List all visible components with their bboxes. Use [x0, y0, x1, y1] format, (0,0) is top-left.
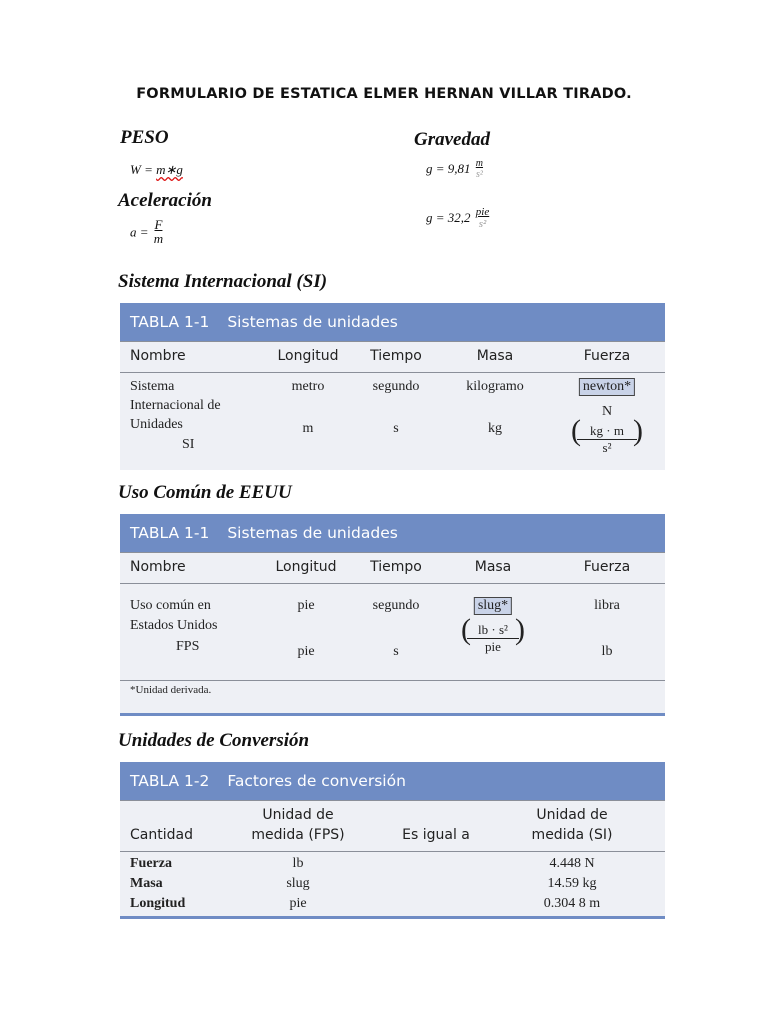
left-paren-icon: ( — [461, 613, 471, 646]
peso-formula-rhs: m∗g — [156, 162, 183, 177]
usa-table — [120, 514, 665, 716]
gravedad-2-num: pie — [475, 206, 490, 218]
si-col-tiempo: Tiempo — [370, 348, 422, 364]
si-name-line-2: Internacional de — [130, 398, 221, 413]
conversion-col-igual: Es igual a — [402, 827, 470, 843]
conversion-table-header — [120, 762, 665, 800]
usa-table-number: TABLA 1-1 — [130, 524, 210, 542]
usa-footnote: *Unidad derivada. — [130, 684, 212, 696]
gravedad-heading: Gravedad — [414, 129, 490, 150]
si-name-line-4: SI — [182, 437, 195, 452]
usa-col-longitud: Longitud — [275, 559, 337, 575]
gravedad-1-fraction — [474, 158, 485, 180]
si-fuerza-den: s² — [602, 440, 612, 455]
conversion-col-fps-2: medida (FPS) — [251, 827, 345, 843]
usa-longitud-symbol: pie — [297, 644, 315, 659]
conversion-row-3-fps: pie — [289, 896, 307, 911]
si-tiempo-symbol: s — [393, 421, 399, 436]
conversion-table — [120, 762, 665, 919]
si-longitud-value: metro — [291, 379, 325, 394]
si-fuerza-symbol: N — [601, 404, 613, 419]
usa-name-line-1: Uso común en — [130, 598, 211, 613]
conversion-row-2-fps: slug — [286, 876, 310, 891]
si-table-header — [120, 303, 665, 341]
usa-col-fuerza: Fuerza — [583, 559, 631, 575]
peso-heading: PESO — [120, 127, 169, 148]
usa-heading: Uso Común de EEUU — [118, 482, 292, 503]
usa-tiempo-symbol: s — [393, 644, 399, 659]
conversion-row-1-fps: lb — [292, 856, 304, 871]
si-tiempo-value: segundo — [372, 379, 420, 394]
gravedad-1-num: m — [475, 158, 484, 169]
si-table-columns — [120, 341, 665, 373]
si-col-nombre: Nombre — [130, 348, 186, 364]
conversion-col-si-1: Unidad de — [536, 807, 608, 823]
si-masa-value: kilogramo — [466, 379, 524, 394]
left-paren-icon: ( — [571, 414, 581, 447]
document-title: FORMULARIO DE ESTATICA ELMER HERNAN VILLAR TIRADO. — [136, 86, 632, 102]
usa-table-columns — [120, 552, 665, 584]
gravedad-formula-2 — [426, 206, 491, 230]
usa-col-masa: Masa — [474, 559, 512, 575]
usa-table-title: Sistemas de unidades — [227, 524, 398, 542]
gravedad-1-den: s² — [475, 169, 483, 180]
conversion-row-3-cantidad: Longitud — [130, 896, 186, 911]
conversion-row-2-cantidad: Masa — [130, 876, 163, 891]
gravedad-2-lhs: g = 32,2 — [426, 210, 471, 226]
gravedad-2-den: s² — [478, 218, 487, 231]
si-col-masa: Masa — [476, 348, 514, 364]
aceleracion-num: F — [154, 217, 163, 232]
aceleracion-formula — [130, 218, 165, 247]
si-masa-symbol: kg — [488, 421, 502, 436]
si-fuerza-num: kg · m — [577, 423, 637, 440]
usa-col-tiempo: Tiempo — [370, 559, 422, 575]
usa-masa-num: lb · s² — [467, 622, 519, 639]
si-fuerza-value: newton* — [579, 378, 635, 396]
usa-fuerza-value: libra — [594, 598, 620, 613]
aceleracion-fraction — [152, 218, 165, 247]
conversion-col-cantidad: Cantidad — [130, 827, 193, 843]
usa-table-bottom-rule — [120, 713, 665, 716]
si-table-title: Sistemas de unidades — [227, 313, 398, 331]
usa-fuerza-symbol: lb — [601, 644, 613, 659]
gravedad-formula-1 — [426, 158, 485, 180]
si-fuerza-unit — [571, 414, 643, 456]
si-table-body — [120, 373, 665, 472]
usa-col-nombre: Nombre — [130, 559, 186, 575]
conversion-heading: Unidades de Conversión — [118, 730, 310, 751]
gravedad-1-lhs: g = 9,81 — [426, 161, 471, 176]
usa-table-body — [120, 584, 665, 681]
aceleracion-heading: Aceleración — [118, 190, 212, 211]
conversion-row-2-si: 14.59 kg — [547, 876, 597, 891]
usa-masa-value: slug* — [474, 597, 512, 615]
usa-masa-unit — [461, 613, 525, 655]
usa-tiempo-value: segundo — [372, 598, 420, 613]
conversion-table-bottom-rule — [120, 916, 665, 919]
si-table — [120, 303, 665, 470]
si-col-longitud: Longitud — [277, 348, 339, 364]
conversion-table-columns — [120, 800, 665, 852]
usa-name-line-2: Estados Unidos — [130, 618, 218, 633]
conversion-col-si-2: medida (SI) — [531, 827, 613, 843]
peso-formula — [130, 162, 183, 178]
gravedad-2-fraction — [474, 206, 491, 230]
usa-table-header — [120, 514, 665, 552]
usa-masa-den: pie — [485, 639, 501, 654]
peso-formula-lhs: W = — [130, 162, 157, 177]
usa-longitud-value: pie — [297, 598, 315, 613]
conversion-row-1-cantidad: Fuerza — [130, 856, 172, 871]
right-paren-icon: ) — [633, 414, 643, 447]
si-name-line-1: Sistema — [130, 379, 175, 394]
si-name-line-3: Unidades — [130, 417, 183, 432]
conversion-row-3-si: 0.304 8 m — [543, 896, 601, 911]
conversion-table-body — [120, 852, 665, 918]
conversion-table-title: Factores de conversión — [227, 772, 406, 790]
si-col-fuerza: Fuerza — [583, 348, 631, 364]
si-table-number: TABLA 1-1 — [130, 313, 210, 331]
aceleracion-lhs: a = — [130, 224, 152, 240]
si-heading: Sistema Internacional (SI) — [118, 271, 328, 292]
right-paren-icon: ) — [515, 613, 525, 646]
usa-name-line-3: FPS — [176, 639, 200, 654]
conversion-row-1-si: 4.448 N — [549, 856, 595, 871]
conversion-table-number: TABLA 1-2 — [130, 772, 210, 790]
si-longitud-symbol: m — [302, 421, 314, 436]
aceleracion-den: m — [153, 231, 164, 247]
conversion-col-fps-1: Unidad de — [262, 807, 334, 823]
